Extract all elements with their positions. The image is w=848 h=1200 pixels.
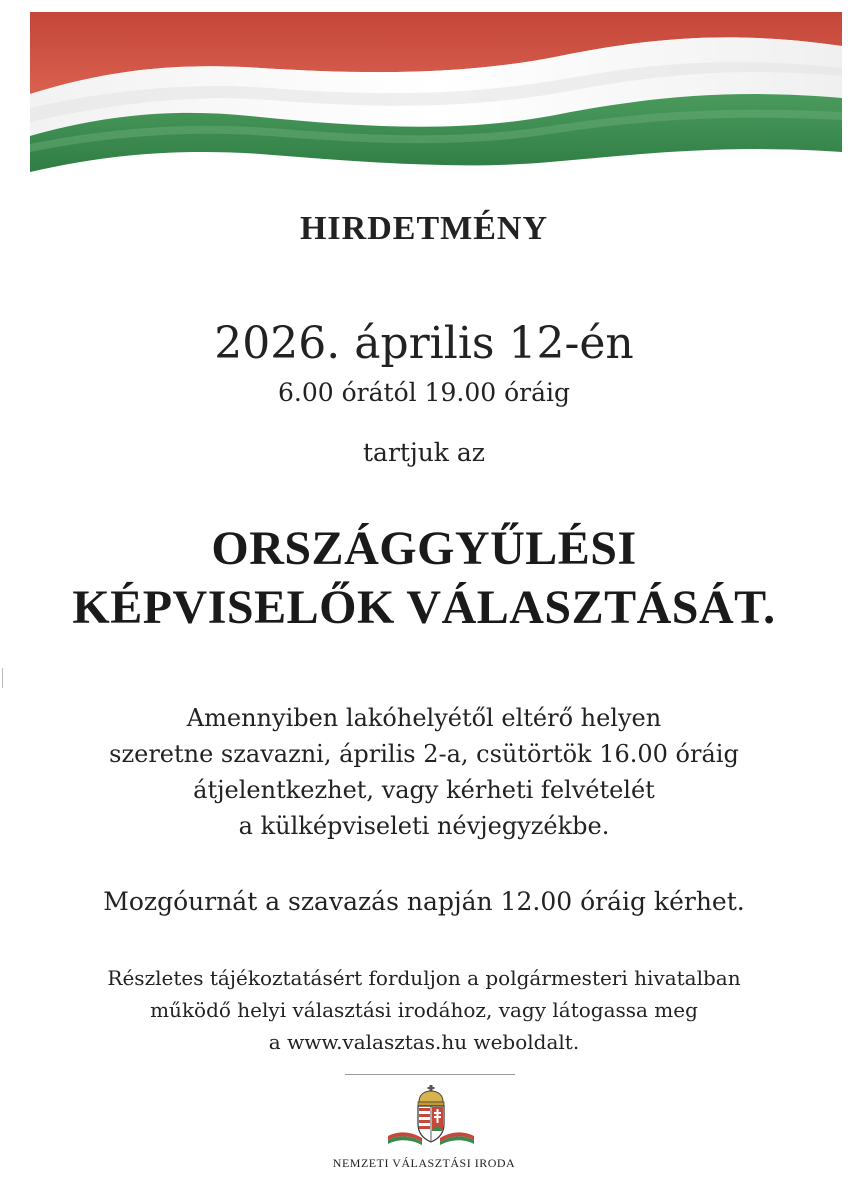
registration-paragraph — [0, 700, 848, 844]
hungarian-coat-of-arms-icon — [386, 1084, 476, 1150]
details-line: Részletes tájékoztatásért forduljon a polgármesteri hivatalban — [107, 966, 741, 990]
organization-name: NEMZETI VÁLASZTÁSI IRODA — [332, 1156, 516, 1170]
flag-banner — [30, 12, 842, 180]
voting-hours: 6.00 órától 19.00 óráig — [278, 378, 570, 407]
details-line: a www.valasztas.hu weboldalt. — [268, 1030, 580, 1054]
headline-line-1: ORSZÁGGYŰLÉSI — [211, 522, 637, 575]
footer-divider — [345, 1074, 515, 1075]
scan-edge-mark — [2, 668, 3, 688]
paragraph-line: a külképviseleti névjegyzékbe. — [238, 812, 610, 840]
paragraph-line: Amennyiben lakóhelyétől eltérő helyen — [186, 704, 662, 732]
paragraph-line: szeretne szavazni, április 2-a, csütörtök 16.00 óráig — [109, 740, 739, 768]
hungarian-flag-wave-icon — [30, 12, 842, 180]
notice-title: HIRDETMÉNY — [299, 210, 549, 247]
election-date: 2026. április 12-én — [214, 318, 634, 369]
headline-line-2: KÉPVISELŐK VÁLASZTÁSÁT. — [72, 581, 776, 634]
paragraph-line: átjelentkezhet, vagy kérheti felvételét — [193, 776, 655, 804]
intro-text: tartjuk az — [363, 438, 485, 467]
mobile-ballot-box-note: Mozgóurnát a szavazás napján 12.00 óráig kérhet. — [103, 887, 745, 916]
details-paragraph — [0, 962, 848, 1058]
details-line: működő helyi választási irodához, vagy látogassa meg — [150, 998, 698, 1022]
